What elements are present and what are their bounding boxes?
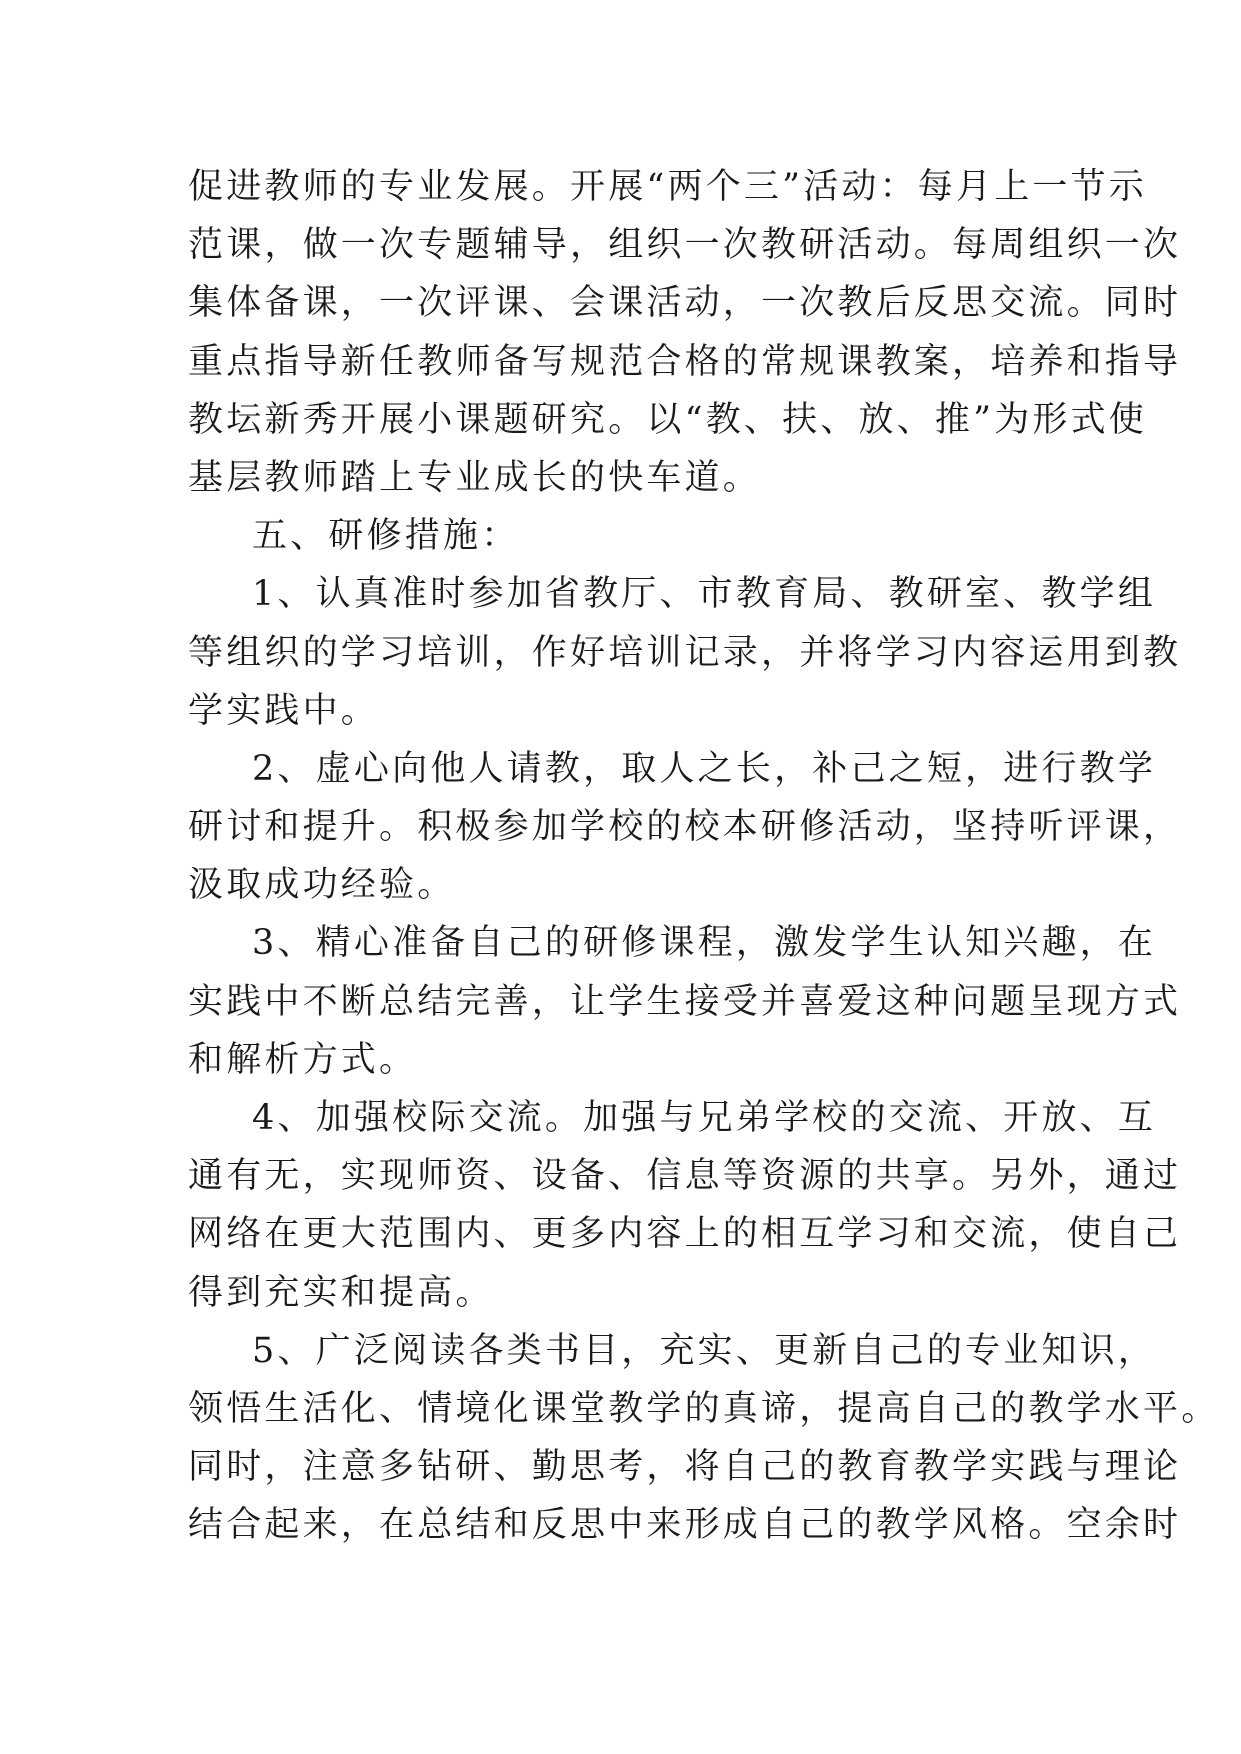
text-line: 基层教师踏上专业成长的快车道。 [188,457,762,498]
text-line: 教坛新秀开展小课题研究。以“教、扶、放、推”为形式使 [188,399,1147,440]
text-line: 范课，做一次专题辅导，组织一次教研活动。每周组织一次 [188,225,1182,266]
text-line: 研讨和提升。积极参加学校的校本研修活动，坚持听评课， [188,807,1182,848]
text-line: 同时，注意多钻研、勤思考，将自己的教育教学实践与理论 [188,1447,1182,1488]
text-line: 结合起来，在总结和反思中来形成自己的教学风格。空余时 [188,1505,1182,1546]
text-line: 4、加强校际交流。加强与兄弟学校的交流、开放、互 [252,1098,1157,1138]
document-body [188,158,1220,1555]
text-line: 网络在更大范围内、更多内容上的相互学习和交流，使自己 [188,1214,1182,1255]
text-line: 重点指导新任教师备写规范合格的常规课教案，培养和指导 [188,341,1182,382]
text-line: 领悟生活化、情境化课堂教学的真谛，提高自己的教学水平。 [188,1388,1220,1429]
text-line: 五、研修措施： [252,516,520,557]
text-line: 集体备课，一次评课、会课活动，一次教后反思交流。同时 [188,283,1182,324]
text-line: 2、虚心向他人请教，取人之长，补己之短，进行教学 [252,748,1157,789]
text-line: 实践中不断总结完善，让学生接受并喜爱这种问题呈现方式 [188,981,1182,1022]
text-line: 学实践中。 [188,690,380,731]
text-line: 1、认真准时参加省教厅、市教育局、教研室、教学组 [252,574,1157,615]
text-line: 得到充实和提高。 [188,1272,494,1313]
text-line: 通有无，实现师资、设备、信息等资源的共享。另外，通过 [188,1156,1182,1197]
text-line: 汲取成功经验。 [188,865,456,906]
text-line: 和解析方式。 [188,1039,418,1080]
text-line: 5、广泛阅读各类书目，充实、更新自己的专业知识， [252,1330,1157,1371]
text-line: 促进教师的专业发展。开展“两个三”活动：每月上一节示 [188,167,1147,207]
text-line: 等组织的学习培训，作好培训记录，并将学习内容运用到教 [188,632,1182,673]
text-line: 3、精心准备自己的研修课程，激发学生认知兴趣，在 [252,923,1157,964]
